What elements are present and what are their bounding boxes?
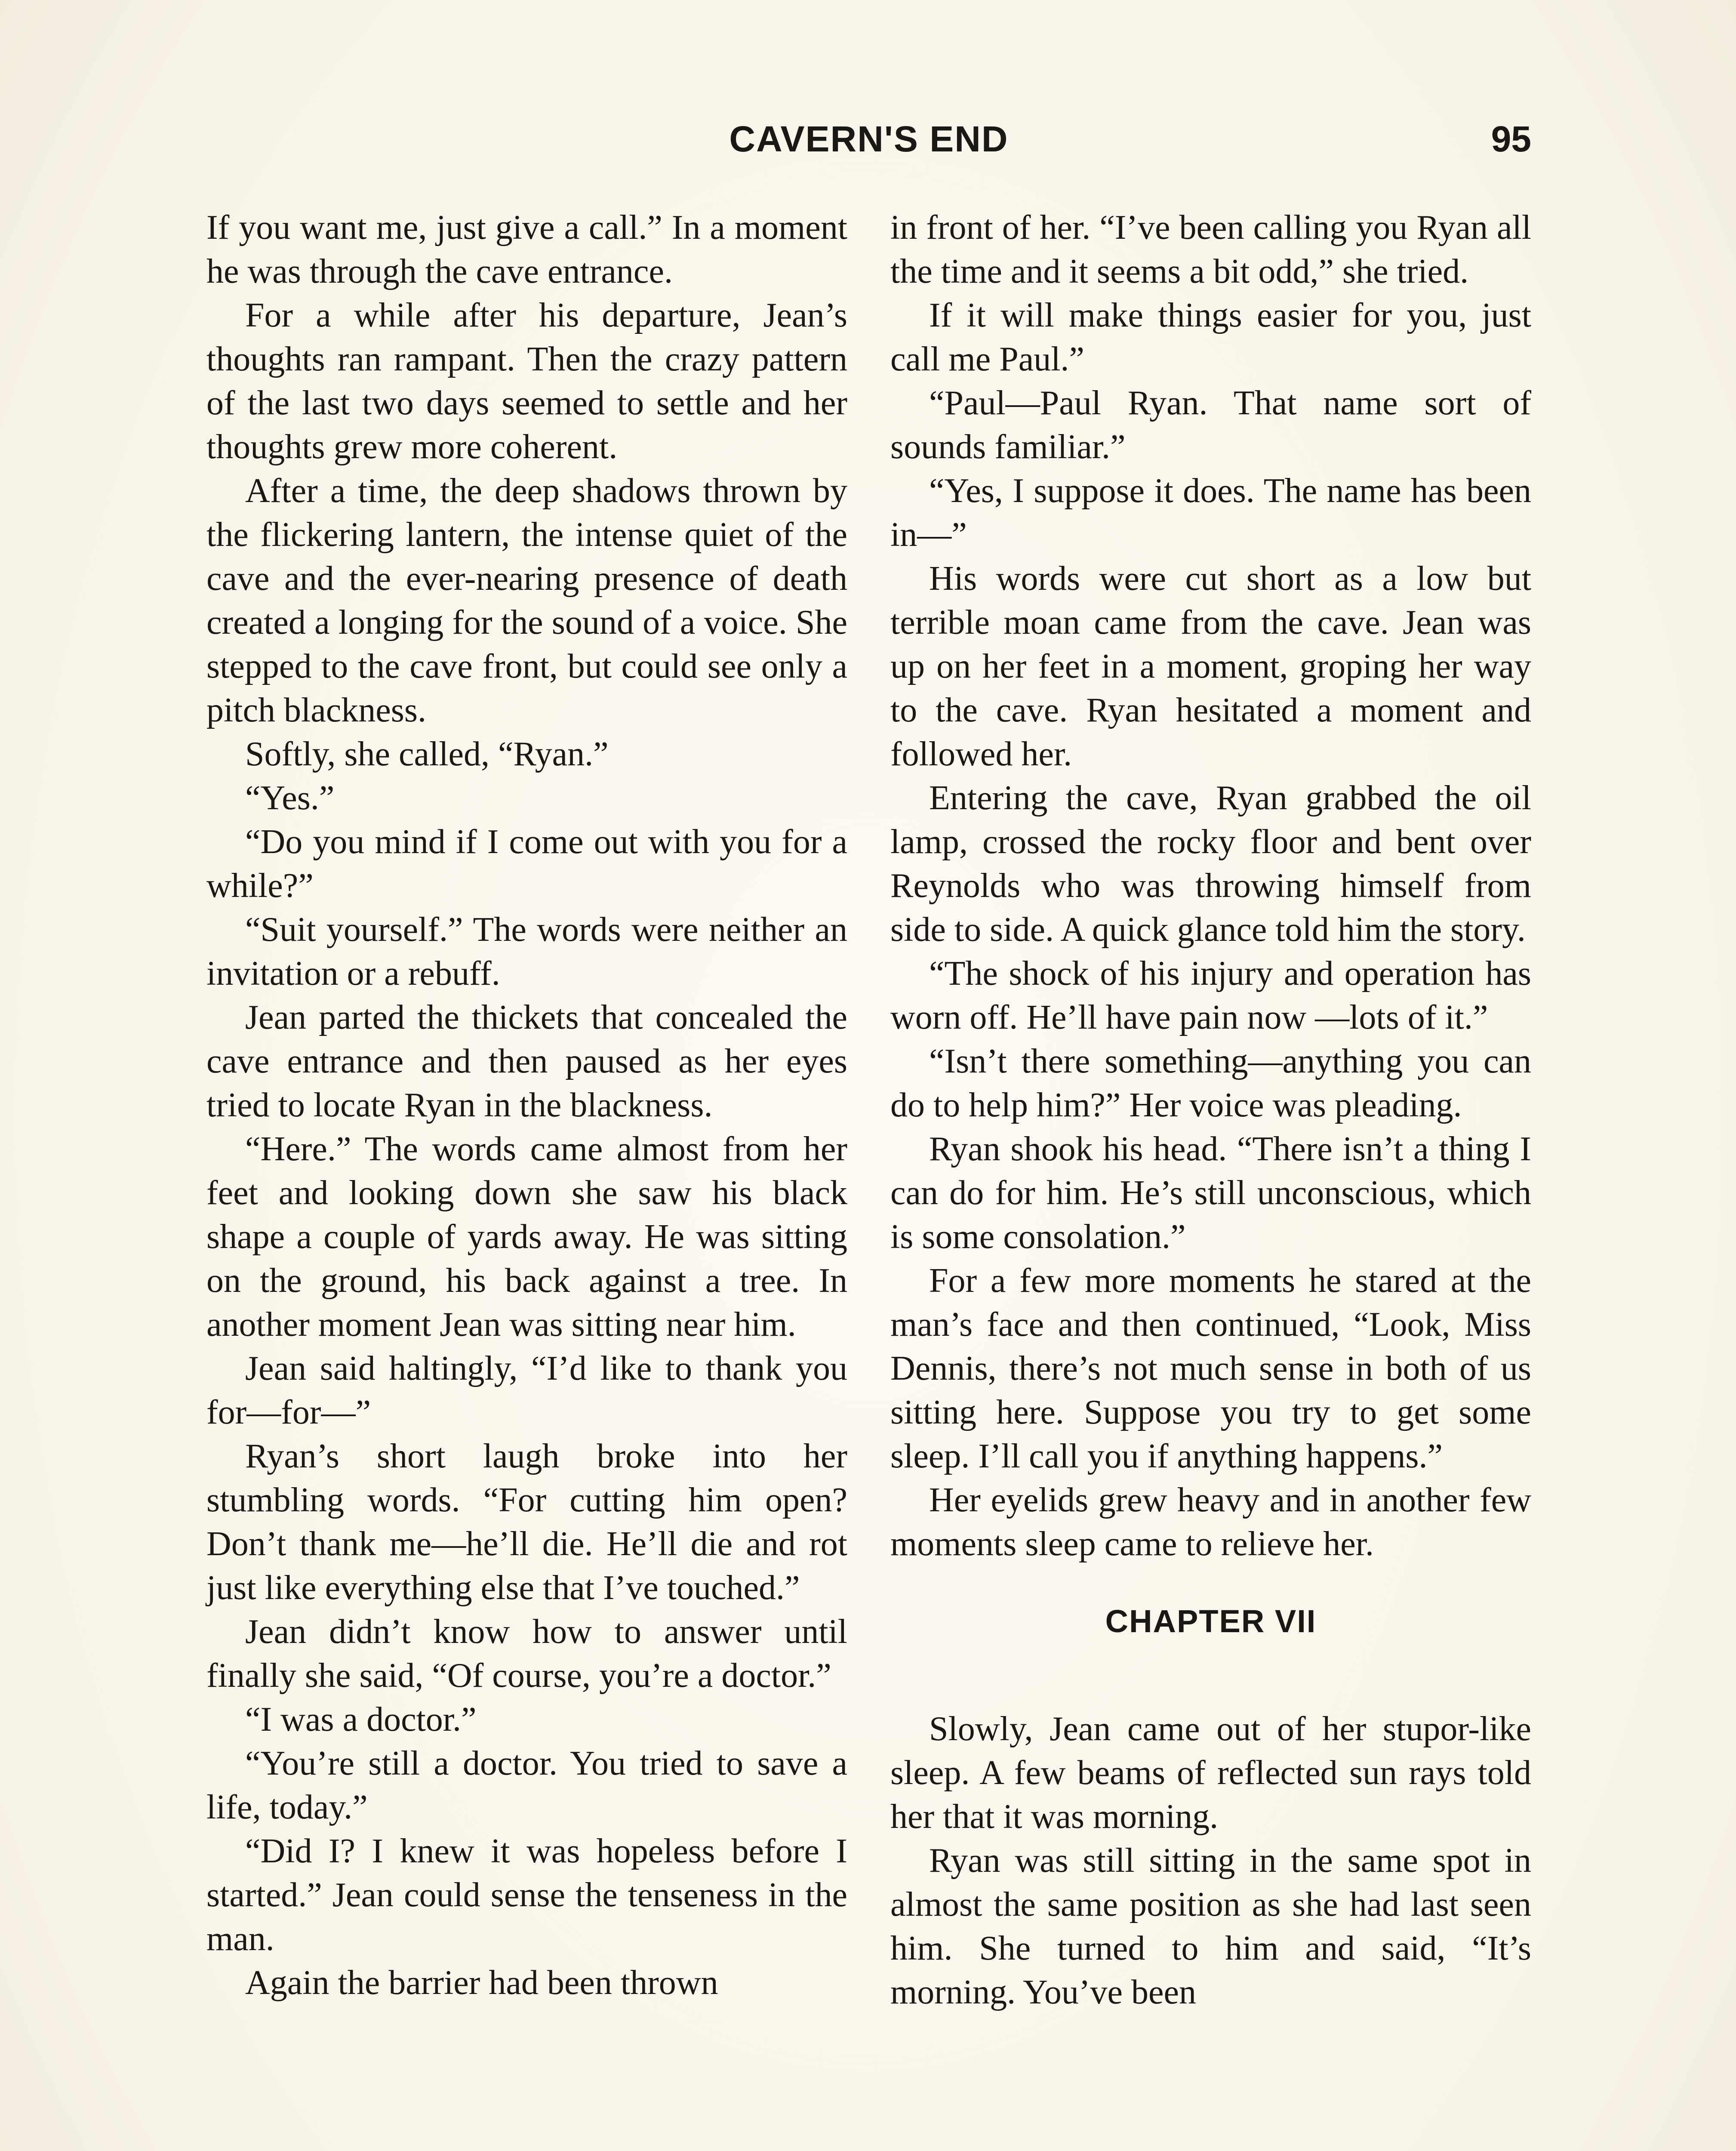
running-head (206, 115, 1531, 163)
paragraph: Her eyelids grew heavy and in another few moments sleep came to relieve her. (890, 1481, 1531, 1563)
paragraph: “Do you mind if I come out with you for a while?” (206, 823, 847, 905)
paragraph: Ryan’s short laugh broke into her stumbling words. “For cutting him open? Don’t thank me—he’ll die. He’ll die and rot just like everything else that I’ve touched.” (206, 1437, 847, 1607)
paragraph: Ryan shook his head. “There isn’t a thing I can do for him. He’s still unconscious, which is some consolation.” (890, 1130, 1531, 1256)
paragraph: “Paul—Paul Ryan. That name sort of sounds familiar.” (890, 384, 1531, 466)
paragraph: Entering the cave, Ryan grabbed the oil lamp, crossed the rocky floor and bent over Reynolds who was throwing himself from side to side. A quick glance told him the story. (890, 779, 1531, 949)
paragraph: Slowly, Jean came out of her stupor-like sleep. A few beams of reflected sun rays told her that it was morning. (890, 1710, 1531, 1836)
page-number: 95 (1491, 119, 1531, 159)
paragraph: “Here.” The words came almost from her feet and looking down she saw his black shape a couple of yards away. He was sitting on the ground, his back against a tree. In another moment Jean was sitting near him. (206, 1130, 847, 1344)
paragraph: Ryan was still sitting in the same spot in almost the same position as she had last seen him. She turned to him and said, “It’s morning. You’ve been (890, 1842, 1531, 2011)
paragraph: If it will make things easier for you, just call me Paul.” (890, 296, 1531, 378)
paragraph: Jean parted the thickets that concealed the cave entrance and then paused as her eyes tried to locate Ryan in the blackness. (206, 998, 847, 1124)
right-column-top (890, 206, 1531, 1566)
paragraph: If you want me, just give a call.” In a moment he was through the cave entrance. (206, 209, 847, 290)
right-column-bottom (890, 1707, 1531, 2014)
paragraph: “You’re still a doctor. You tried to save a life, today.” (206, 1744, 847, 1826)
chapter-heading: CHAPTER VII (1105, 1603, 1317, 1639)
paragraph: His words were cut short as a low but terrible moan came from the cave. Jean was up on her feet in a moment, groping her way to the cave. Ryan hesitated a moment and followed her. (890, 560, 1531, 773)
paragraph: Again the barrier had been thrown (245, 1964, 718, 2002)
paragraph: Jean didn’t know how to answer until finally she said, “Of course, you’re a doctor.” (206, 1613, 847, 1695)
paragraph: “Yes.” (245, 779, 335, 817)
paragraph: For a while after his departure, Jean’s thoughts ran rampant. Then the crazy pattern of the last two days seemed to settle and her thoughts grew more coherent. (206, 296, 847, 466)
running-title: CAVERN'S END (729, 119, 1009, 159)
paragraph: “I was a doctor.” (245, 1701, 477, 1738)
right-column (890, 206, 1531, 2014)
paragraph: “Suit yourself.” The words were neither an invitation or a rebuff. (206, 911, 847, 992)
paragraph: For a few more moments he stared at the man’s face and then continued, “Look, Miss Dennis, there’s not much sense in both of us sitting here. Suppose you try to get some sleep. I’ll call you if anything happens.” (890, 1262, 1531, 1475)
paragraph: After a time, the deep shadows thrown by the flickering lantern, the intense quiet of the cave and the ever-nearing presence of death created a longing for the sound of a voice. She stepped to the cave front, but could see only a pitch blackness. (206, 472, 847, 729)
paragraph: Jean said haltingly, “I’d like to thank you for—for—” (206, 1350, 847, 1431)
paragraph: “The shock of his injury and operation has worn off. He’ll have pain now —lots of it.” (890, 955, 1531, 1036)
paragraph: “Did I? I knew it was hopeless before I started.” Jean could sense the tenseness in the man. (206, 1832, 847, 1958)
paragraph: “Yes, I suppose it does. The name has been in—” (890, 472, 1531, 554)
paragraph: “Isn’t there something—anything you can do to help him?” Her voice was pleading. (890, 1042, 1531, 1124)
left-column (206, 206, 847, 2005)
paragraph: Softly, she called, “Ryan.” (245, 735, 609, 773)
paragraph: in front of her. “I’ve been calling you Ryan all the time and it seems a bit odd,” she tried. (890, 209, 1531, 290)
